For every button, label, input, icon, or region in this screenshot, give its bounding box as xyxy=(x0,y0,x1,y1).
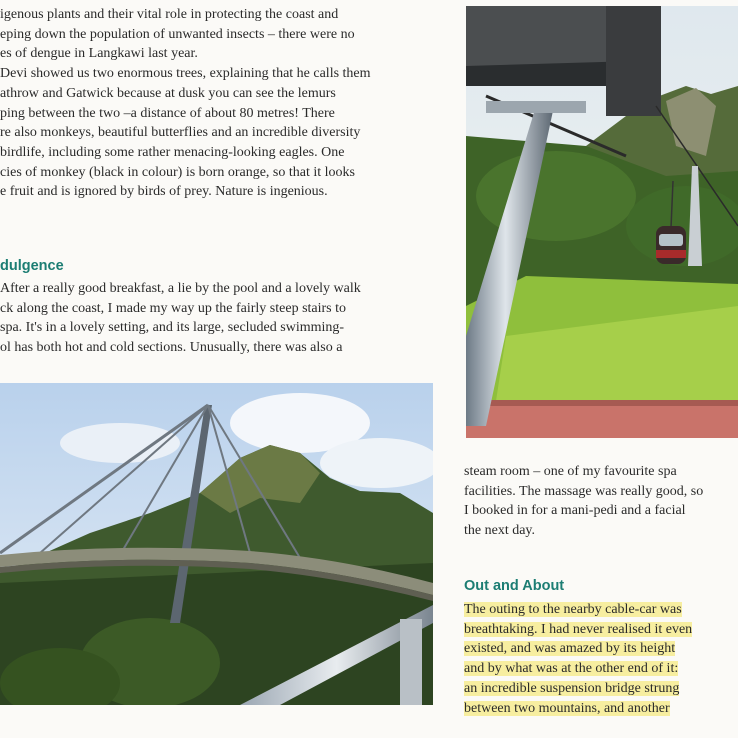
left-paragraph-1 xyxy=(0,5,440,202)
text-line: After a really good breakfast, a lie by the pool and a lovely walk xyxy=(0,281,361,296)
text-line: cies of monkey (black in colour) is born orange, so that it looks xyxy=(0,164,355,180)
highlighted-text-line: breathtaking. I had never realised it even xyxy=(464,621,693,637)
text-line: ping between the two –a distance of about 80 metres! There xyxy=(0,105,335,121)
cable-car-photo xyxy=(466,6,738,438)
highlighted-text-line: and by what was at the other end of it: xyxy=(464,661,679,677)
text-line: I booked in for a mani-pedi and a facial xyxy=(464,503,686,519)
indulgence-heading: dulgence xyxy=(0,258,64,274)
text-line: Devi showed us two enormous trees, explaining that he calls them xyxy=(0,66,371,82)
highlighted-text-line: between two mountains, and another xyxy=(464,700,670,716)
text-line: spa. It's in a lovely setting, and its large, secluded swimming- xyxy=(0,320,345,336)
text-line: ck along the coast, I made my way up the fairly steep stairs to xyxy=(0,300,347,316)
highlighted-text-line: existed, and was amazed by its height xyxy=(464,641,676,657)
right-paragraph-2 xyxy=(464,600,738,718)
text-line: steam room – one of my favourite spa xyxy=(464,464,677,479)
right-paragraph-1 xyxy=(464,462,738,541)
text-line: ol has both hot and cold sections. Unusually, there was also a xyxy=(0,340,343,356)
text-line: birdlife, including some rather menacing-looking eagles. One xyxy=(0,144,345,160)
text-line: facilities. The massage was really good, so xyxy=(464,483,704,499)
highlighted-text-line: an incredible suspension bridge strung xyxy=(464,680,680,696)
text-line: e fruit and is ignored by birds of prey. Nature is ingenious. xyxy=(0,184,328,200)
text-line: re also monkeys, beautiful butterflies and an incredible diversity xyxy=(0,125,361,141)
left-paragraph-2 xyxy=(0,279,440,358)
text-line: es of dengue in Langkawi last year. xyxy=(0,46,198,62)
text-line: igenous plants and their vital role in protecting the coast and xyxy=(0,7,339,22)
text-line: the next day. xyxy=(464,523,536,539)
highlighted-text-line: The outing to the nearby cable-car was xyxy=(464,602,682,617)
text-line: eping down the population of unwanted insects – there were no xyxy=(0,26,355,42)
out-and-about-heading: Out and About xyxy=(464,578,565,594)
text-line: athrow and Gatwick because at dusk you can see the lemurs xyxy=(0,85,336,101)
sky-bridge-photo xyxy=(0,383,433,705)
